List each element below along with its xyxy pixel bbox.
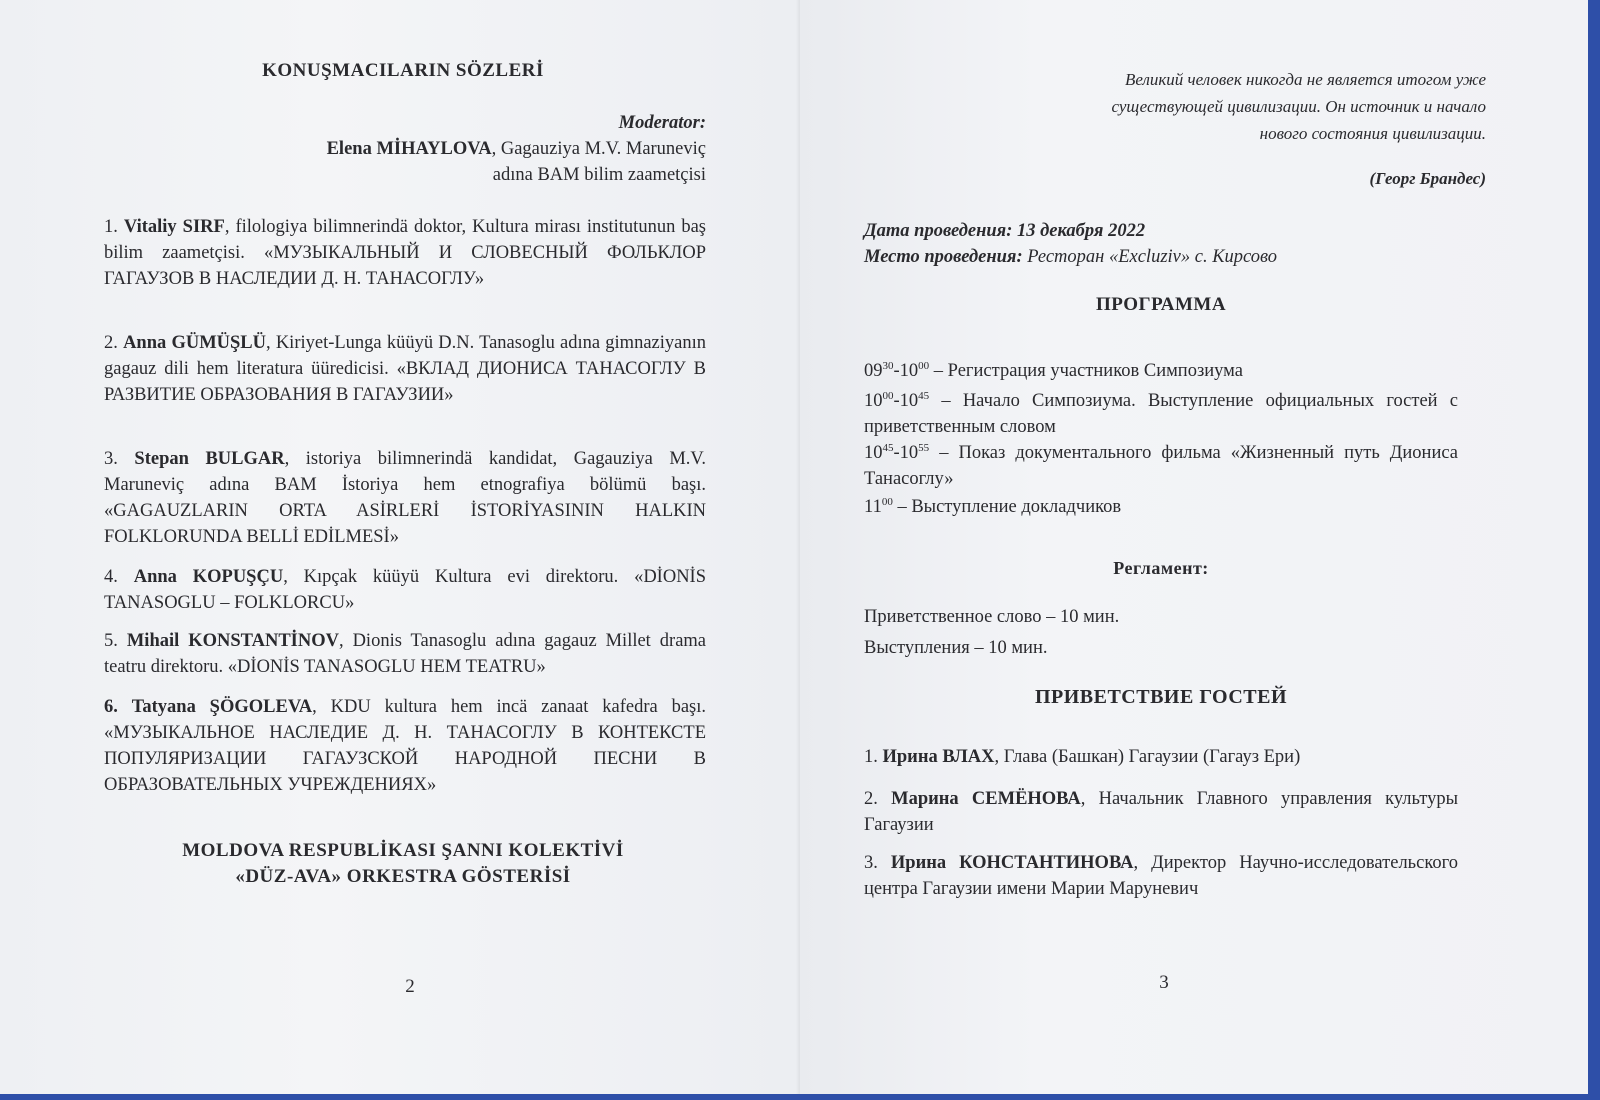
time-start: 09 xyxy=(864,361,883,381)
speaker-name: Mihail KONSTANTİNOV xyxy=(126,631,339,651)
guest-text: , Директор Научно-исследовательского центра Гагаузии имени Марии Маруневич xyxy=(864,853,1459,899)
time-start-minutes: 00 xyxy=(881,496,893,508)
speaker-text: , filologiya bilimnerindä doktor, Kultura mirası institutunun baş bilim zaametçisi. «МУЗЫКАЛЬНЫЙ И СЛОВЕСНЫЙ ФОЛЬКЛОР ГАГАУЗОВ В НАСЛЕДИИ Д. Н. ТАНАСОГЛУ» xyxy=(104,217,706,289)
moderator-line xyxy=(100,136,706,162)
speaker-text: , istoriya bilimnerindä kandidat, Gagauziya M.V. Maruneviç adına BAM İstoriya hem etnografiya bölümü başı. «GAGAUZLARIN ORTA ASİRLERİ İSTORİYASININ HALKIN FOLKLORUNDA BELLİ EDİLMESİ» xyxy=(104,449,707,547)
speaker-text: , Dionis Tanasoglu adına gagauz Millet drama teatru direktoru. «DİONİS TANASOGLU HEM TEATRU» xyxy=(104,631,707,677)
moderator-label: Moderator: xyxy=(618,113,706,133)
program-text: – Выступление докладчиков xyxy=(892,497,1122,517)
closing-performance xyxy=(100,838,706,890)
guest-name: Ирина КОНСТАНТИНОВА xyxy=(890,853,1134,873)
moderator-desc: , Gagauziya M.V. Maruneviç xyxy=(491,139,706,159)
program-text: – Начало Симпозиума. Выступление официальных гостей с приветственным словом xyxy=(864,391,1458,437)
time-end: -10 xyxy=(893,361,919,381)
guest-text: , Начальник Главного управления культуры Гагаузии xyxy=(864,789,1459,835)
speaker-number: 1. xyxy=(104,217,118,237)
guest-text: , Глава (Башкан) Гагаузии (Гагауз Ери) xyxy=(994,747,1301,767)
reglament-item: Приветственное слово – 10 мин. xyxy=(864,607,1120,627)
time-end: -10 xyxy=(893,391,919,411)
right-page xyxy=(800,0,1588,1094)
closing-line-2: «DÜZ-AVA» ORKESTRA GÖSTERİSİ xyxy=(235,866,571,887)
time-start: 10 xyxy=(864,443,883,463)
moderator-block xyxy=(100,110,706,188)
time-start-minutes: 00 xyxy=(882,390,894,402)
speaker-number: 6. xyxy=(104,697,118,717)
speaker-item xyxy=(104,214,706,292)
speaker-item xyxy=(104,330,706,408)
speaker-item xyxy=(104,564,706,616)
time-end: -10 xyxy=(893,443,919,463)
epigraph xyxy=(860,66,1486,192)
reglament-list xyxy=(864,602,1458,664)
speaker-item xyxy=(104,446,706,550)
guest-item xyxy=(864,786,1458,838)
speaker-text: , Kiriyet-Lunga küüyü D.N. Tanasoglu adına gimnaziyanın gagauz dili hem literatura üüredicisi. «ВКЛАД ДИОНИСА ТАНАСОГЛУ В РАЗВИТИЕ ОБРАЗОВАНИЯ В ГАГАУЗИИ» xyxy=(104,333,706,405)
venue-label: Место проведения: xyxy=(864,247,1023,267)
program-heading: ПРОГРАММА xyxy=(1095,294,1227,315)
program-text: – Регистрация участников Симпозиума xyxy=(929,361,1243,381)
left-page xyxy=(0,0,800,1094)
time-end-minutes: 55 xyxy=(918,442,930,454)
guest-name: Марина СЕМЁНОВА xyxy=(891,789,1081,809)
speaker-name: Anna KOPUŞÇU xyxy=(133,567,284,587)
time-end-minutes: 00 xyxy=(918,360,930,372)
greetings-heading: ПРИВЕТСТВИЕ ГОСТЕЙ xyxy=(1034,686,1288,708)
program-text: – Показ документального фильма «Жизненный путь Диониса Танасоглу» xyxy=(864,443,1458,489)
speaker-number: 2. xyxy=(104,333,118,353)
guest-number: 3. xyxy=(864,853,878,873)
page-number-left: 2 xyxy=(405,976,415,997)
venue-value: Ресторан «Excluziv» с. Кирсово xyxy=(1027,247,1278,267)
epigraph-line-1: Великий человек никогда не является итогом уже xyxy=(1124,70,1486,89)
guest-name: Ирина ВЛАХ xyxy=(882,747,995,767)
speakers-heading: KONUŞMACILARIN SÖZLERİ xyxy=(262,60,544,81)
program-item xyxy=(864,494,1458,520)
speaker-number: 3. xyxy=(104,449,118,469)
speaker-name: Stepan BULGAR xyxy=(134,449,285,469)
moderator-desc-line2: adına BAM bilim zaametçisi xyxy=(492,165,706,185)
closing-line-1: MOLDOVA RESPUBLİKASI ŞANNI KOLEKTİVİ xyxy=(182,840,624,861)
time-start: 10 xyxy=(864,391,883,411)
speaker-item xyxy=(104,694,706,798)
epigraph-line-3: нового состояния цивилизации. xyxy=(1259,124,1486,143)
time-end-minutes: 45 xyxy=(918,390,930,402)
event-date: Дата проведения: 13 декабря 2022 xyxy=(864,221,1146,241)
speaker-name: Anna GÜMÜŞLÜ xyxy=(123,333,266,353)
speaker-item xyxy=(104,628,706,680)
reglament-heading: Регламент: xyxy=(1113,558,1209,578)
speaker-number: 5. xyxy=(104,631,118,651)
time-start-minutes: 45 xyxy=(882,442,894,454)
speaker-number: 4. xyxy=(104,567,118,587)
guest-item xyxy=(864,850,1458,902)
time-start-minutes: 30 xyxy=(882,360,894,372)
speaker-name: Vitaliy SIRF xyxy=(123,217,225,237)
epigraph-line-2: существующей цивилизации. Он источник и начало xyxy=(1111,97,1486,116)
speaker-text: , KDU kultura hem incä zanaat kafedra başı. «МУЗЫКАЛЬНОЕ НАСЛЕДИЕ Д. Н. ТАНАСОГЛУ В КОНТЕКСТЕ ПОПУЛЯРИЗАЦИИ ГАГАУЗСКОЙ НАРОДНОЙ ПЕСНИ В ОБРАЗОВАТЕЛЬНЫХ УЧРЕЖДЕНИЯХ» xyxy=(104,697,706,795)
program-item xyxy=(864,388,1458,440)
speaker-name: Tatyana ŞÖGOLEVA xyxy=(131,697,313,717)
epigraph-author: (Георг Брандес) xyxy=(1369,169,1486,188)
program-item xyxy=(864,358,1458,384)
reglament-item: Выступления – 10 мин. xyxy=(864,638,1048,658)
guest-item xyxy=(864,744,1458,770)
time-start: 11 xyxy=(864,497,882,517)
event-info xyxy=(864,218,1484,270)
moderator-name: Elena MİHAYLOVA xyxy=(326,139,492,159)
guest-number: 1. xyxy=(864,747,878,767)
program-item xyxy=(864,440,1458,492)
speaker-text: , Kıpçak küüyü Kultura evi direktoru. «DİONİS TANASOGLU – FOLKLORCU» xyxy=(104,567,707,613)
page-number-right: 3 xyxy=(1159,972,1169,993)
guest-number: 2. xyxy=(864,789,878,809)
